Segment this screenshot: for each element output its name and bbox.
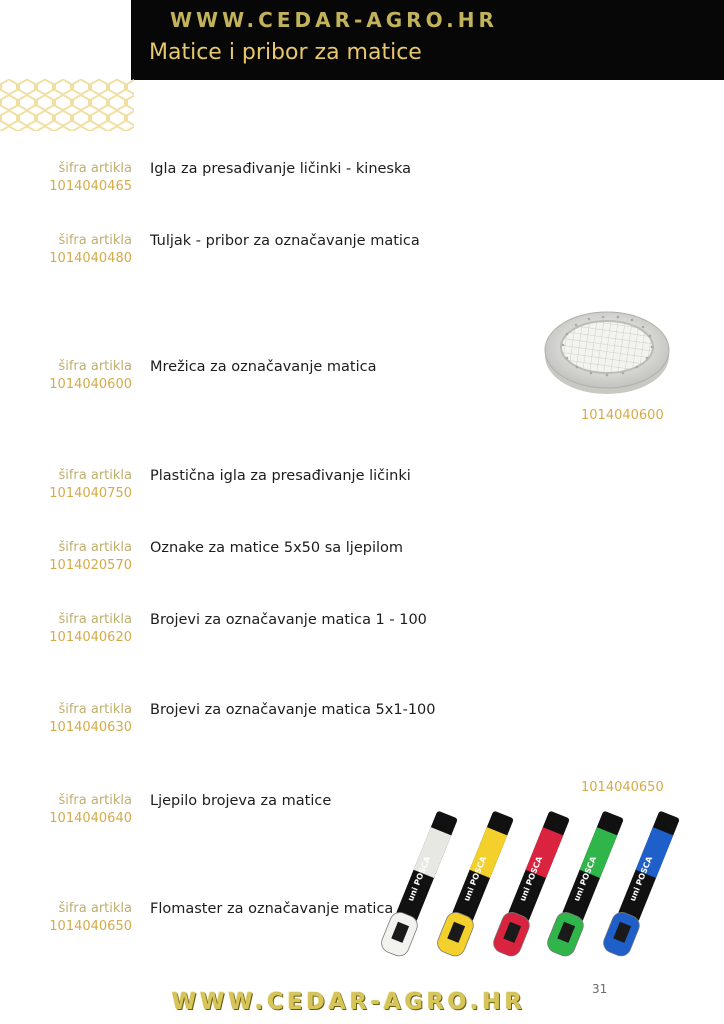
list-item [0,161,724,201]
code-label: šifra artikla [58,161,132,176]
code-number: 1014020570 [49,558,132,573]
code-label: šifra artikla [58,468,132,483]
code-number: 1014040640 [49,811,132,826]
code-label: šifra artikla [58,612,132,627]
site-url-footer: WWW.CEDAR-AGRO.HR [172,990,526,1015]
item-name: Igla za presađivanje ličinki - kineska [150,161,412,177]
list-item [0,540,724,580]
code-label: šifra artikla [58,540,132,555]
item-name: Brojevi za označavanje matica 5x1-100 [150,702,436,718]
code-number: 1014040650 [49,919,132,934]
site-url-header: WWW.CEDAR-AGRO.HR [170,8,498,32]
marker-brand-text: uni POSCA [628,855,655,903]
code-label: šifra artikla [58,702,132,717]
code-number: 1014040600 [49,377,132,392]
marker-brand-text: uni POSCA [462,855,489,903]
markers-photo-caption: 1014040650 [581,780,664,795]
list-item [0,612,724,652]
item-name: Plastična igla za presađivanje ličinki [150,468,411,484]
code-label: šifra artikla [58,901,132,916]
item-name: Ljepilo brojeva za matice [150,793,332,809]
marker-brand-text: uni POSCA [518,855,545,903]
net-photo-caption: 1014040600 [581,408,664,423]
code-number: 1014040630 [49,720,132,735]
code-number: 1014040750 [49,486,132,501]
item-name: Mrežica za označavanje matica [150,359,377,375]
item-name: Tuljak - pribor za označavanje matica [150,233,420,249]
list-item [0,233,724,273]
code-label: šifra artikla [58,233,132,248]
code-label: šifra artikla [58,359,132,374]
code-number: 1014040480 [49,251,132,266]
marker-brand-text: uni POSCA [572,855,599,903]
item-name: Flomaster za označavanje matica [150,901,394,917]
page-title: Matice i pribor za matice [149,40,422,65]
list-item [0,702,724,742]
code-number: 1014040465 [49,179,132,194]
queen-marking-net-photo [543,300,673,400]
item-name: Brojevi za označavanje matica 1 - 100 [150,612,427,628]
honeycomb-decoration [0,79,134,131]
page-number: 31 [592,982,608,996]
code-number: 1014040620 [49,630,132,645]
list-item [0,468,724,508]
marker-brand-text: uni POSCA [406,855,433,903]
code-label: šifra artikla [58,793,132,808]
posca-markers-photo [365,808,700,978]
item-name: Oznake za matice 5x50 sa ljepilom [150,540,403,556]
